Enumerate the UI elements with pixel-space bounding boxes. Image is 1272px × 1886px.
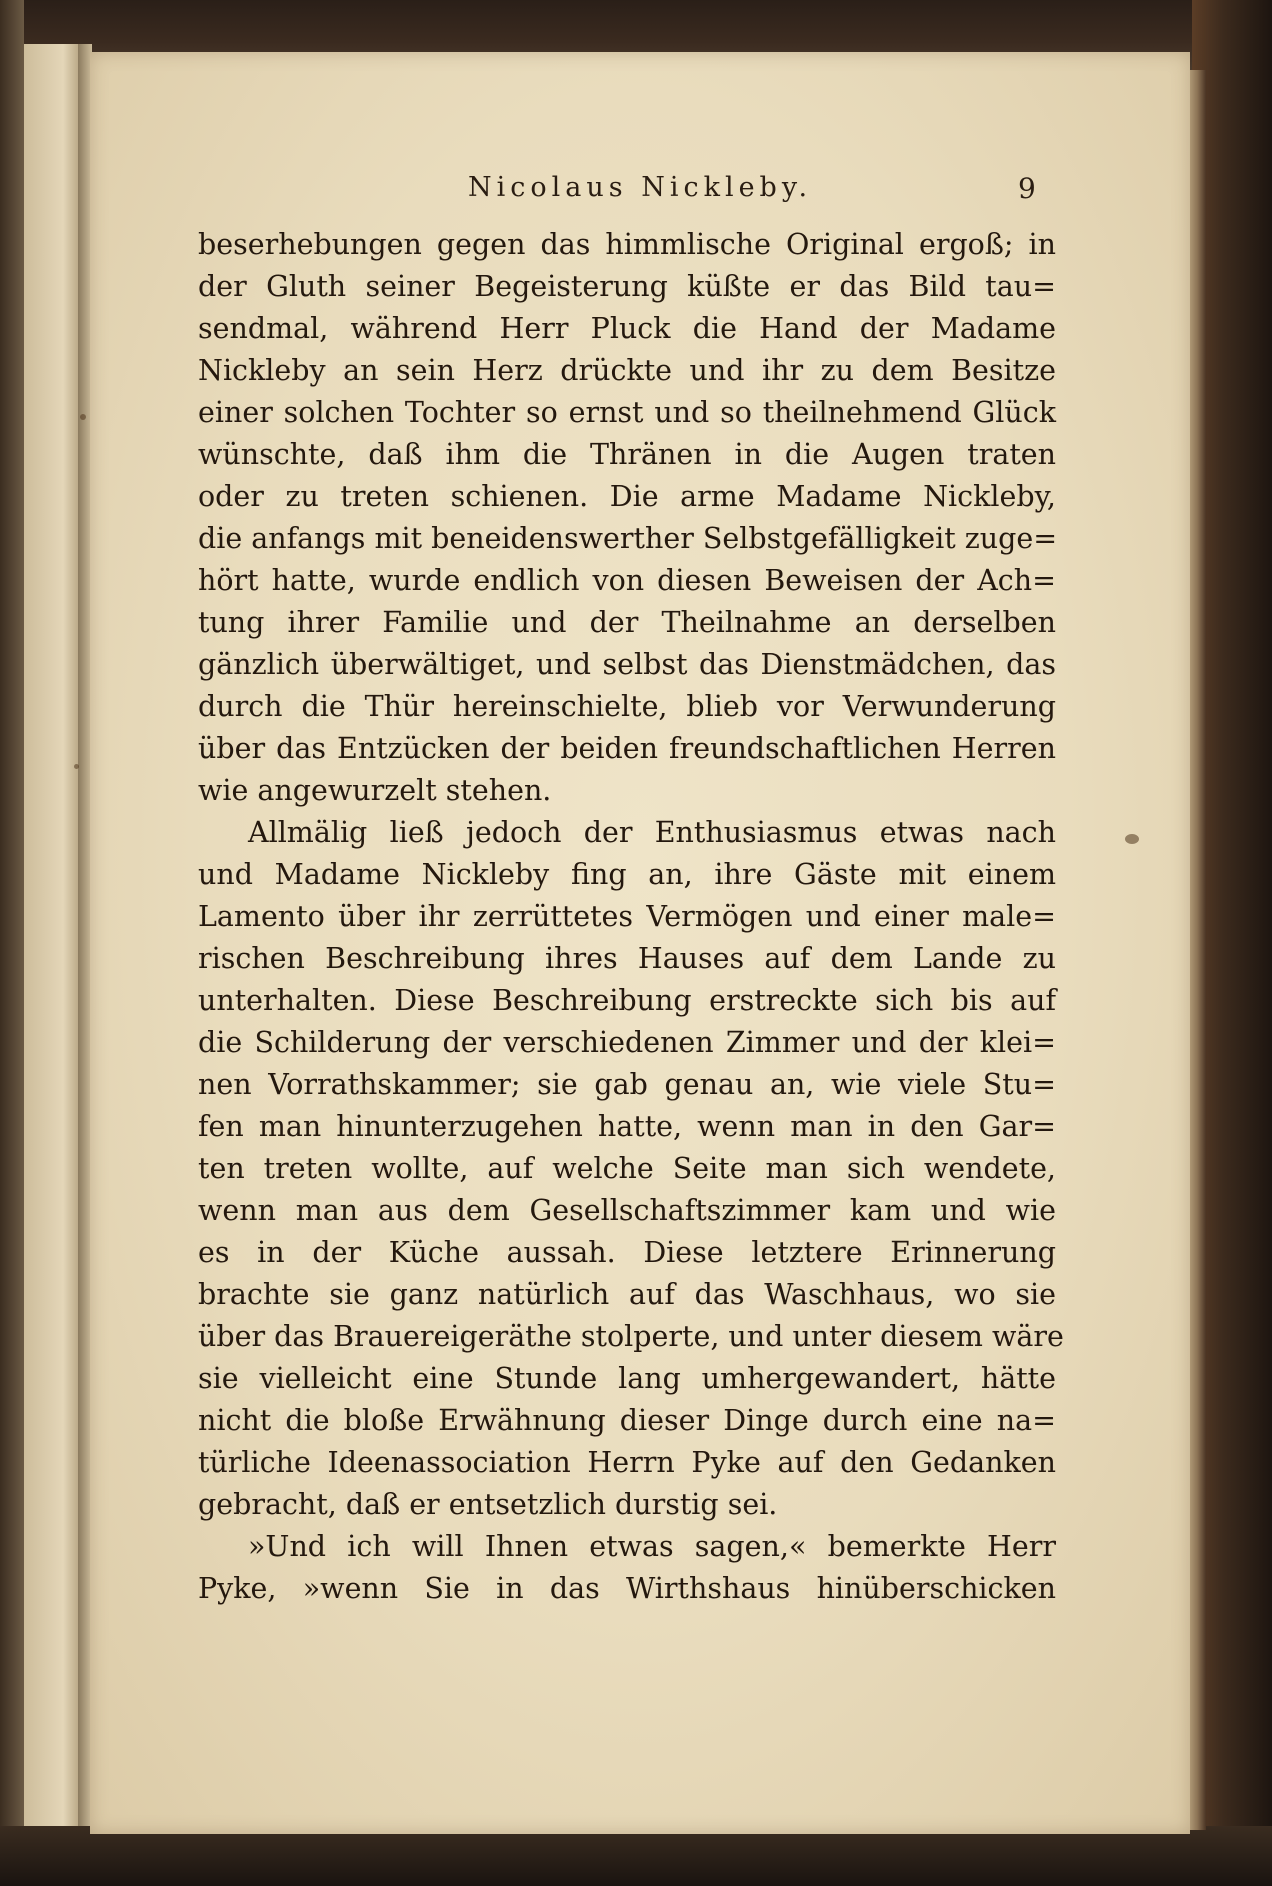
text-line: über das Entzücken der beiden freundschaftlichen Herren <box>198 732 1056 765</box>
text-line: die Schilderung der verschiedenen Zimmer und der klei= <box>198 1026 1056 1059</box>
text-line: und Madame Nickleby fing an, ihre Gäste mit einem <box>198 858 1056 891</box>
text-line: beserhebungen gegen das himmlische Original ergoß; in <box>198 228 1056 261</box>
text-line: über das Brauereigeräthe stolperte, und unter diesem wäre <box>198 1320 1064 1353</box>
book-page <box>90 52 1190 1834</box>
text-line: sie vielleicht eine Stunde lang umhergewandert, hätte <box>198 1362 1056 1395</box>
text-line: es in der Küche aussah. Diese letztere Erinnerung <box>198 1236 1056 1269</box>
text-line: Nickleby an sein Herz drückte und ihr zu dem Besitze <box>198 354 1056 387</box>
text-line: durch die Thür hereinschielte, blieb vor Verwunderung <box>198 690 1056 723</box>
text-line: wie angewurzelt stehen. <box>198 774 552 807</box>
ink-spot <box>80 414 86 420</box>
text-line: nicht die bloße Erwähnung dieser Dinge durch eine na= <box>198 1404 1056 1437</box>
text-line: oder zu treten schienen. Die arme Madame Nickleby, <box>198 480 1056 513</box>
text-line: einer solchen Tochter so ernst und so theilnehmend Glück <box>198 396 1056 429</box>
text-line: die anfangs mit beneidenswerther Selbstgefälligkeit zuge= <box>198 522 1058 555</box>
text-line: gänzlich überwältiget, und selbst das Dienstmädchen, das <box>198 648 1056 681</box>
text-line: rischen Beschreibung ihres Hauses auf dem Lande zu <box>198 942 1056 975</box>
text-line: brachte sie ganz natürlich auf das Waschhaus, wo sie <box>198 1278 1056 1311</box>
text-line: türliche Ideenassociation Herrn Pyke auf den Gedanken <box>198 1446 1056 1479</box>
text-line: hört hatte, wurde endlich von diesen Beweisen der Ach= <box>198 564 1056 597</box>
text-line: Lamento über ihr zerrüttetes Vermögen und einer male= <box>198 900 1056 933</box>
page-number: 9 <box>1018 172 1036 205</box>
facing-page-edge <box>24 44 80 1834</box>
text-line: »Und ich will Ihnen etwas sagen,« bemerkte Herr <box>248 1530 1056 1563</box>
ink-spot <box>74 764 79 769</box>
text-line: unterhalten. Diese Beschreibung erstreckte sich bis auf <box>198 984 1056 1017</box>
book-cover-left <box>0 0 24 1886</box>
text-line: der Gluth seiner Begeisterung küßte er das Bild tau= <box>198 270 1056 303</box>
text-line: sendmal, während Herr Pluck die Hand der Madame <box>198 312 1056 345</box>
text-line: fen man hinunterzugehen hatte, wenn man in den Gar= <box>198 1110 1056 1143</box>
text-line: nen Vorrathskammer; sie gab genau an, wie viele Stu= <box>198 1068 1056 1101</box>
text-line: Allmälig ließ jedoch der Enthusiasmus etwas nach <box>248 816 1056 849</box>
book-cover-bottom <box>0 1826 1272 1886</box>
text-line: wünschte, daß ihm die Thränen in die Augen traten <box>198 438 1056 471</box>
text-line: ten treten wollte, auf welche Seite man sich wendete, <box>198 1152 1056 1185</box>
running-head-title: Nicolaus Nickleby. <box>468 172 813 203</box>
text-line: wenn man aus dem Gesellschaftszimmer kam und wie <box>198 1194 1056 1227</box>
text-line: gebracht, daß er entsetzlich durstig sei. <box>198 1488 778 1521</box>
running-head <box>90 172 1190 212</box>
body-text <box>198 224 1064 1610</box>
text-line: tung ihrer Familie und der Theilnahme an derselben <box>198 606 1056 639</box>
text-line: Pyke, »wenn Sie in das Wirthshaus hinüberschicken <box>198 1572 1056 1605</box>
ink-spot <box>1125 834 1139 844</box>
